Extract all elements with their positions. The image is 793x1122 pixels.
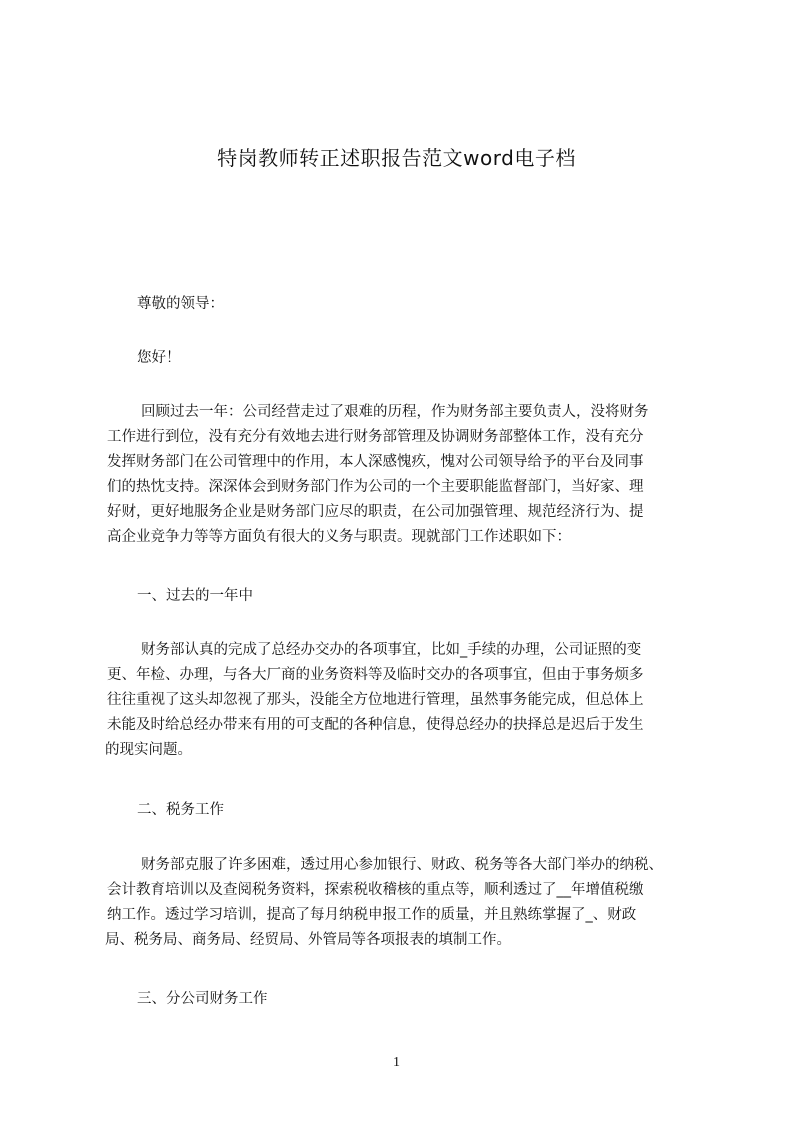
heading-2: 二、税务工作 bbox=[137, 802, 224, 818]
para3-line-3: 纳工作。透过学习培训，提高了每月纳税申报工作的质量，并且熟练掌握了_、财政 bbox=[107, 907, 637, 923]
heading-3: 三、分公司财务工作 bbox=[137, 991, 268, 1007]
page-number: 1 bbox=[393, 1055, 400, 1070]
para3-line-2: 会计教育培训以及查阅税务资料，探索税收稽核的重点等，顺利透过了__年增值税缴 bbox=[107, 882, 644, 898]
para3-line-1: 财务部克服了许多困难，透过用心参加银行、财政、税务等各大部门举办的纳税、 bbox=[141, 857, 663, 873]
para1-line-1: 回顾过去一年：公司经营走过了艰难的历程，作为财务部主要负责人，没将财务 bbox=[141, 404, 649, 420]
para2-line-1: 财务部认真的完成了总经办交办的各项事宜，比如_手续的办理，公司证照的变 bbox=[141, 642, 642, 658]
para3-line-4: 局、税务局、商务局、经贸局、外管局等各项报表的填制工作。 bbox=[105, 932, 511, 948]
para1-line-5: 好财，更好地服务企业是财务部门应尽的职责，在公司加强管理、规范经济行为、提 bbox=[107, 504, 644, 520]
document-title: 特岗教师转正述职报告范文word电子档 bbox=[217, 146, 576, 170]
para1-line-6: 高企业竞争力等等方面负有很大的义务与职责。现就部门工作述职如下： bbox=[107, 529, 571, 545]
greeting: 尊敬的领导： bbox=[137, 296, 224, 312]
para2-line-2: 更、年检、办理，与各大厂商的业务资料等及临时交办的各项事宜，但由于事务烦多 bbox=[107, 667, 644, 683]
para2-line-4: 未能及时给总经办带来有用的可支配的各种信息，使得总经办的抉择总是迟后于发生 bbox=[107, 717, 644, 733]
hello-line: 您好！ bbox=[137, 350, 181, 366]
para1-line-4: 们的热忱支持。深深体会到财务部门作为公司的一个主要职能监督部门，当好家、理 bbox=[107, 479, 644, 495]
heading-1: 一、过去的一年中 bbox=[137, 588, 253, 604]
para2-line-5: 的现实问题。 bbox=[105, 742, 192, 758]
para1-line-2: 工作进行到位，没有充分有效地去进行财务部管理及协调财务部整体工作，没有充分 bbox=[107, 429, 644, 445]
para1-line-3: 发挥财务部门在公司管理中的作用，本人深感愧疚，愧对公司领导给予的平台及同事 bbox=[107, 454, 644, 470]
para2-line-3: 往往重视了这头却忽视了那头，没能全方位地进行管理，虽然事务能完成，但总体上 bbox=[107, 692, 644, 708]
